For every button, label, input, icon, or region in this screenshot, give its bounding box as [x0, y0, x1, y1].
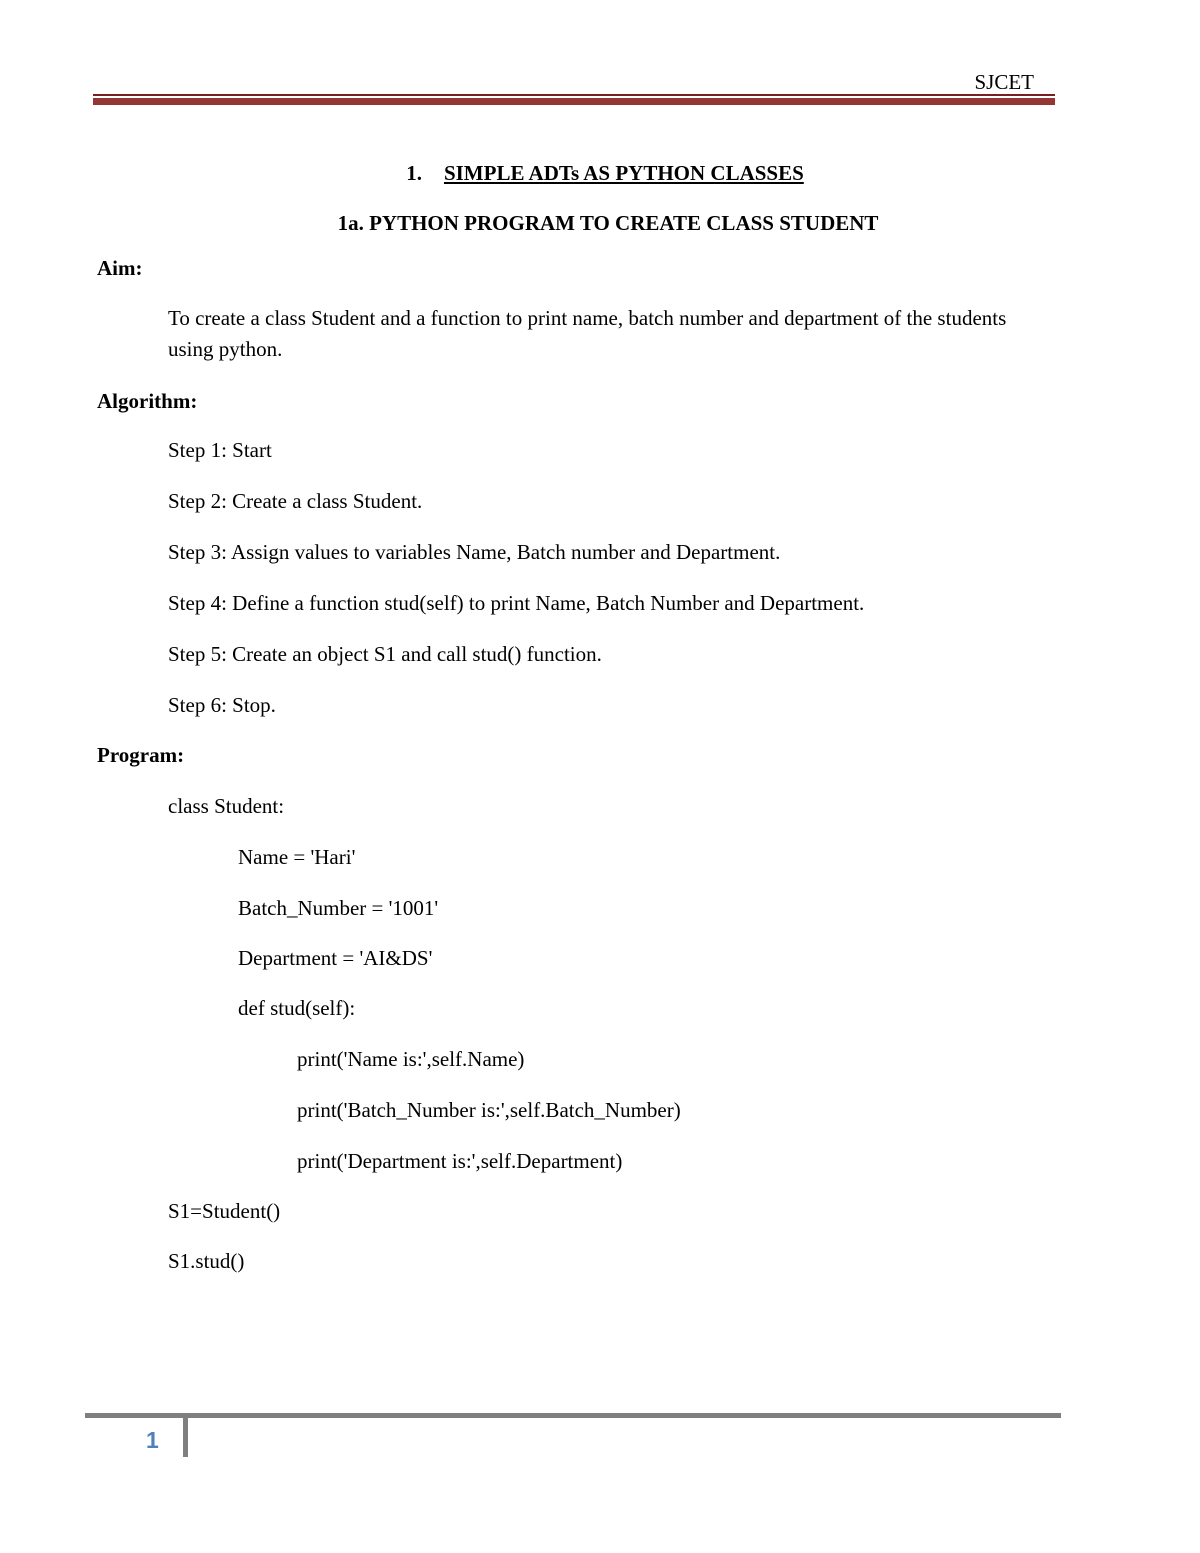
- algorithm-step: Step 6: Stop.: [168, 693, 276, 717]
- code-line: class Student:: [168, 794, 285, 818]
- header-rule-thick: [93, 98, 1055, 105]
- code-line: print('Batch_Number is:',self.Batch_Number): [297, 1098, 681, 1122]
- code-line: Batch_Number = '1001': [238, 896, 439, 920]
- algorithm-step: Step 5: Create an object S1 and call stud() function.: [168, 642, 602, 666]
- algorithm-step: Step 1: Start: [168, 438, 272, 462]
- footer-rule: [85, 1413, 1061, 1418]
- sub-title: 1a. PYTHON PROGRAM TO CREATE CLASS STUDENT: [337, 211, 879, 235]
- main-title: [5, 161, 1200, 185]
- main-title-text: SIMPLE ADTs AS PYTHON CLASSES: [443, 161, 804, 185]
- main-title-number: 1.: [406, 161, 422, 185]
- code-line: print('Name is:',self.Name): [297, 1047, 525, 1071]
- code-line: S1=Student(): [168, 1199, 281, 1223]
- page-number: 1: [146, 1427, 159, 1453]
- algorithm-step: Step 3: Assign values to variables Name, Batch number and Department.: [168, 540, 781, 564]
- code-line: Name = 'Hari': [238, 845, 356, 869]
- code-line: Department = 'AI&DS': [238, 946, 433, 970]
- header-org: SJCET: [974, 70, 1034, 94]
- code-line: S1.stud(): [168, 1249, 245, 1273]
- aim-text: To create a class Student and a function to print name, batch number and department of the students using python.: [168, 306, 1007, 361]
- header-rule-thin: [93, 94, 1055, 96]
- aim-heading: Aim:: [97, 256, 143, 280]
- algorithm-heading: Algorithm:: [97, 389, 198, 413]
- algorithm-step: Step 2: Create a class Student.: [168, 489, 423, 513]
- footer-divider: [183, 1413, 188, 1457]
- algorithm-step: Step 4: Define a function stud(self) to print Name, Batch Number and Department.: [168, 591, 865, 615]
- code-line: print('Department is:',self.Department): [297, 1149, 623, 1173]
- code-line: def stud(self):: [238, 996, 356, 1020]
- program-heading: Program:: [97, 743, 185, 767]
